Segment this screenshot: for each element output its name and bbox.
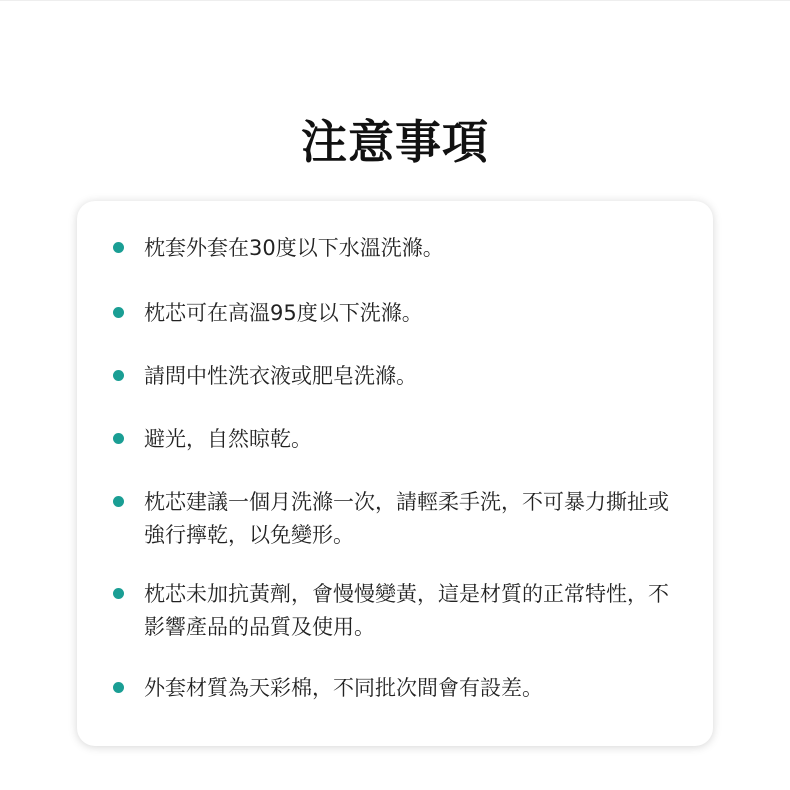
list-item bbox=[77, 486, 673, 552]
bullet-dot-icon bbox=[113, 496, 124, 507]
bullet-dot-icon bbox=[113, 433, 124, 444]
note-text: 枕芯可在高溫95度以下洗滌。 bbox=[144, 301, 423, 325]
page-title: 注意事項 bbox=[301, 115, 489, 169]
list-item bbox=[77, 360, 673, 393]
bullet-dot-icon bbox=[113, 307, 124, 318]
list-item bbox=[77, 297, 673, 330]
list-item bbox=[77, 232, 673, 265]
list-item bbox=[77, 672, 673, 705]
notes-card bbox=[77, 201, 713, 746]
bullet-dot-icon bbox=[113, 242, 124, 253]
note-text: 避光，自然晾乾。 bbox=[144, 427, 312, 451]
list-item bbox=[77, 423, 673, 456]
note-text: 枕套外套在30度以下水溫洗滌。 bbox=[144, 236, 444, 260]
note-text: 請問中性洗衣液或肥皂洗滌。 bbox=[144, 364, 417, 388]
bullet-dot-icon bbox=[113, 370, 124, 381]
note-text: 枕芯未加抗黃劑，會慢慢變黃，這是材質的正常特性，不影響產品的品質及使用。 bbox=[144, 582, 669, 639]
top-divider bbox=[0, 0, 790, 1]
note-text: 枕芯建議一個月洗滌一次，請輕柔手洗，不可暴力撕扯或強行擰乾，以免變形。 bbox=[144, 490, 669, 547]
note-text: 外套材質為天彩棉，不同批次間會有設差。 bbox=[144, 676, 543, 700]
list-item bbox=[77, 578, 673, 644]
bullet-dot-icon bbox=[113, 682, 124, 693]
bullet-dot-icon bbox=[113, 588, 124, 599]
